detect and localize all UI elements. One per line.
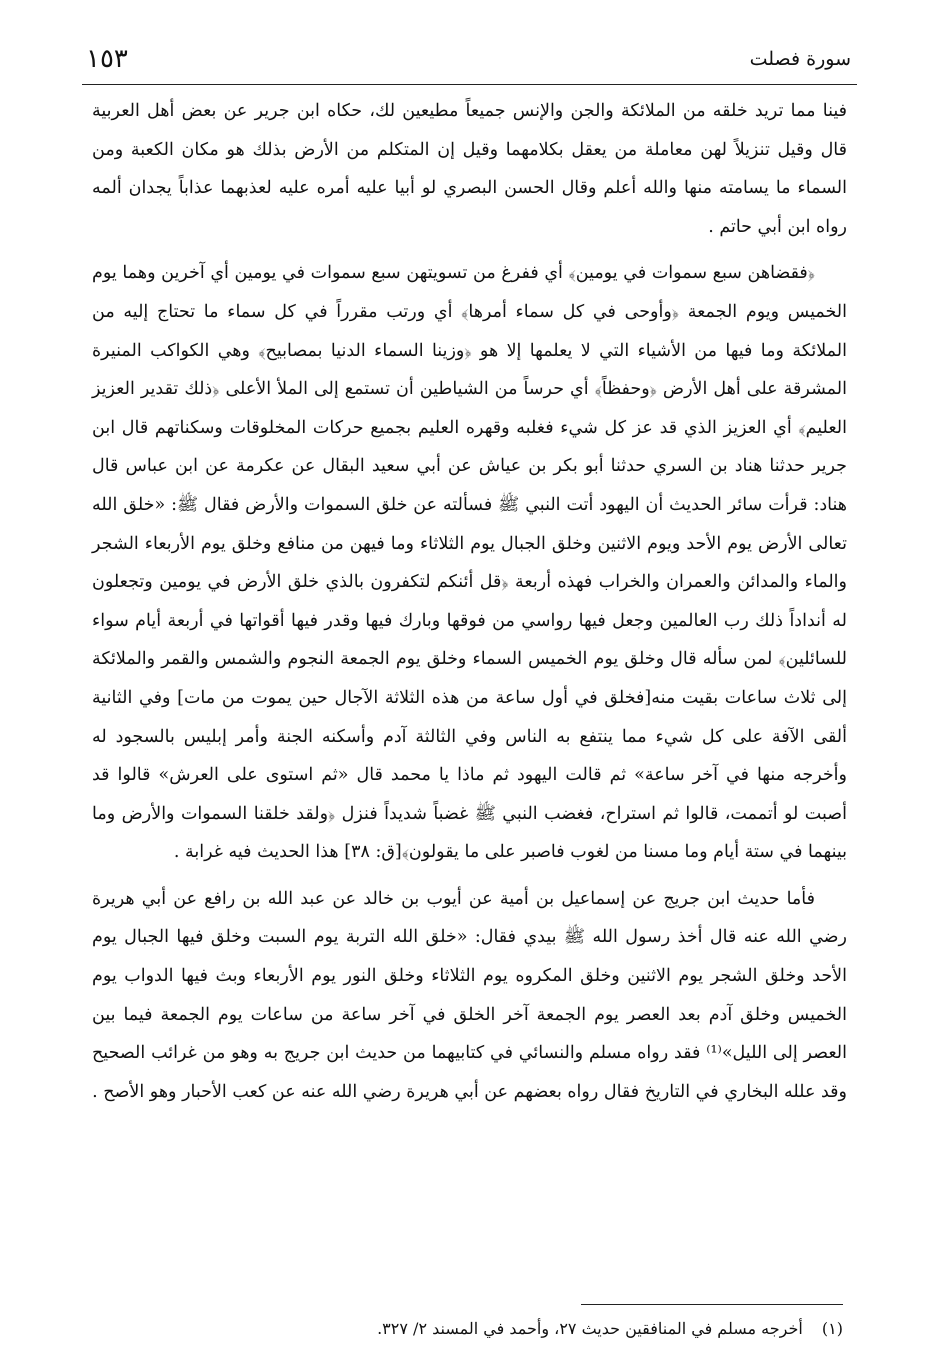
paragraph-gap	[92, 246, 847, 254]
footnote	[92, 1316, 843, 1342]
footnote-divider	[581, 1304, 843, 1305]
paragraph-3: فأما حديث ابن جريج عن إسماعيل بن أمية عن أيوب بن خالد عن عبد الله بن رافع عن أبي هريرة رضي الله عنه قال أخذ رسول الله ﷺ بيدي فقال: «خلق الله التربة يوم السبت وخلق فيها الجبال يوم الأحد وخلق الشجر يوم الاثنين وخلق المكروه يوم الثلاثاء وخلق النور يوم الأربعاء وبث فيها الدواب يوم الخميس وخلق آدم بعد العصر يوم الجمعة آخر الخلق في آخر ساعة من ساعات يوم الجمعة فيما بين العصر إلى الليل»⁽¹⁾ فقد رواه مسلم والنسائي في كتابيهما من حديث ابن جريج به وهو من غرائب الصحيح وقد علله البخاري في التاريخ فقال رواه بعضهم عن أبي هريرة رضي الله عنه عن كعب الأحبار وهو الأصح .	[92, 888, 847, 1102]
page-header	[82, 44, 857, 80]
header-divider	[82, 84, 857, 85]
footnote-number: (١)	[821, 1319, 843, 1338]
main-text	[92, 92, 847, 1111]
paragraph-1: فينا مما تريد خلقه من الملائكة والجن والإنس جميعاً مطيعين لك، حكاه ابن جرير عن بعض أهل العربية قال وقيل تنزيلاً لهن معاملة من يعقل بكلامهما وقيل إن المتكلم من الأرض بذلك هو مكان الكعبة ومن السماء ما يسامته منها والله أعلم وقال الحسن البصري لو أبيا عليه أمره عليه لعذبهما عذاباً يجدان ألمه رواه ابن أبي حاتم .	[92, 101, 847, 237]
paragraph-2: ﴿فقضاهن سبع سموات في يومين﴾ أي ففرغ من تسويتهن سبع سموات في يومين أي آخرين وهما يوم الخميس ويوم الجمعة ﴿وأوحى في كل سماء أمرها﴾ أي ورتب مقرراً في كل سماء ما تحتاج إليه من الملائكة وما فيها من الأشياء التي لا يعلمها إلا هو ﴿وزينا السماء الدنيا بمصابيح﴾ وهي الكواكب المنيرة المشرقة على أهل الأرض ﴿وحفظاً﴾ أي حرساً من الشياطين أن تستمع إلى الملأ الأعلى ﴿ذلك تقدير العزيز العليم﴾ أي العزيز الذي قد عز كل شيء فغلبه وقهره العليم بجميع حركات المخلوقات وسكناتهم قال ابن جرير حدثنا هناد بن السري حدثنا أبو بكر بن عياش عن أبي سعيد البقال عن عكرمة عن ابن عباس قال هناد: قرأت سائر الحديث أن اليهود أتت النبي ﷺ فسألته عن خلق السموات والأرض فقال ﷺ: «خلق الله تعالى الأرض يوم الأحد ويوم الاثنين وخلق الجبال يوم الثلاثاء وما فيهن من منافع وخلق يوم الأربعاء الشجر والماء والمدائن والعمران والخراب فهذه أربعة ﴿قل أئنكم لتكفرون بالذي خلق الأرض في يومين وتجعلون له أنداداً ذلك رب العالمين وجعل فيها رواسي من فوقها وبارك فيها وقدر فيها أقواتها في أربعة أيام سواء للسائلين﴾ لمن سأله قال وخلق يوم الخميس السماء وخلق يوم الجمعة النجوم والشمس والقمر والملائكة إلى ثلاث ساعات بقيت منه[فخلق في أول ساعة من هذه الثلاثة الآجال حين يموت من مات] وفي الثانية ألقى الآفة على كل شيء مما ينتفع به الناس وفي الثالثة آدم وأسكنه الجنة وأمر إبليس بالسجود له وأخرجه منها في آخر ساعة» ثم قالت اليهود ثم ماذا يا محمد قال «ثم استوى على العرش» قالوا قد أصبت لو أتممت، قالوا ثم استراح، فغضب النبي ﷺ غضباً شديداً فنزل ﴿ولقد خلقنا السموات والأرض وما بينهما في ستة أيام وما مسنا من لغوب فاصبر على ما يقولون﴾[ق: ٣٨] هذا الحديث فيه غرابة .	[92, 263, 847, 863]
paragraph-gap	[92, 872, 847, 880]
page-number: ١٥٣	[86, 44, 128, 74]
footnote-text: أخرجه مسلم في المنافقين حديث ٢٧، وأحمد في المسند ٢/ ٣٢٧.	[377, 1319, 803, 1338]
surah-title: سورة فصلت	[749, 48, 851, 70]
